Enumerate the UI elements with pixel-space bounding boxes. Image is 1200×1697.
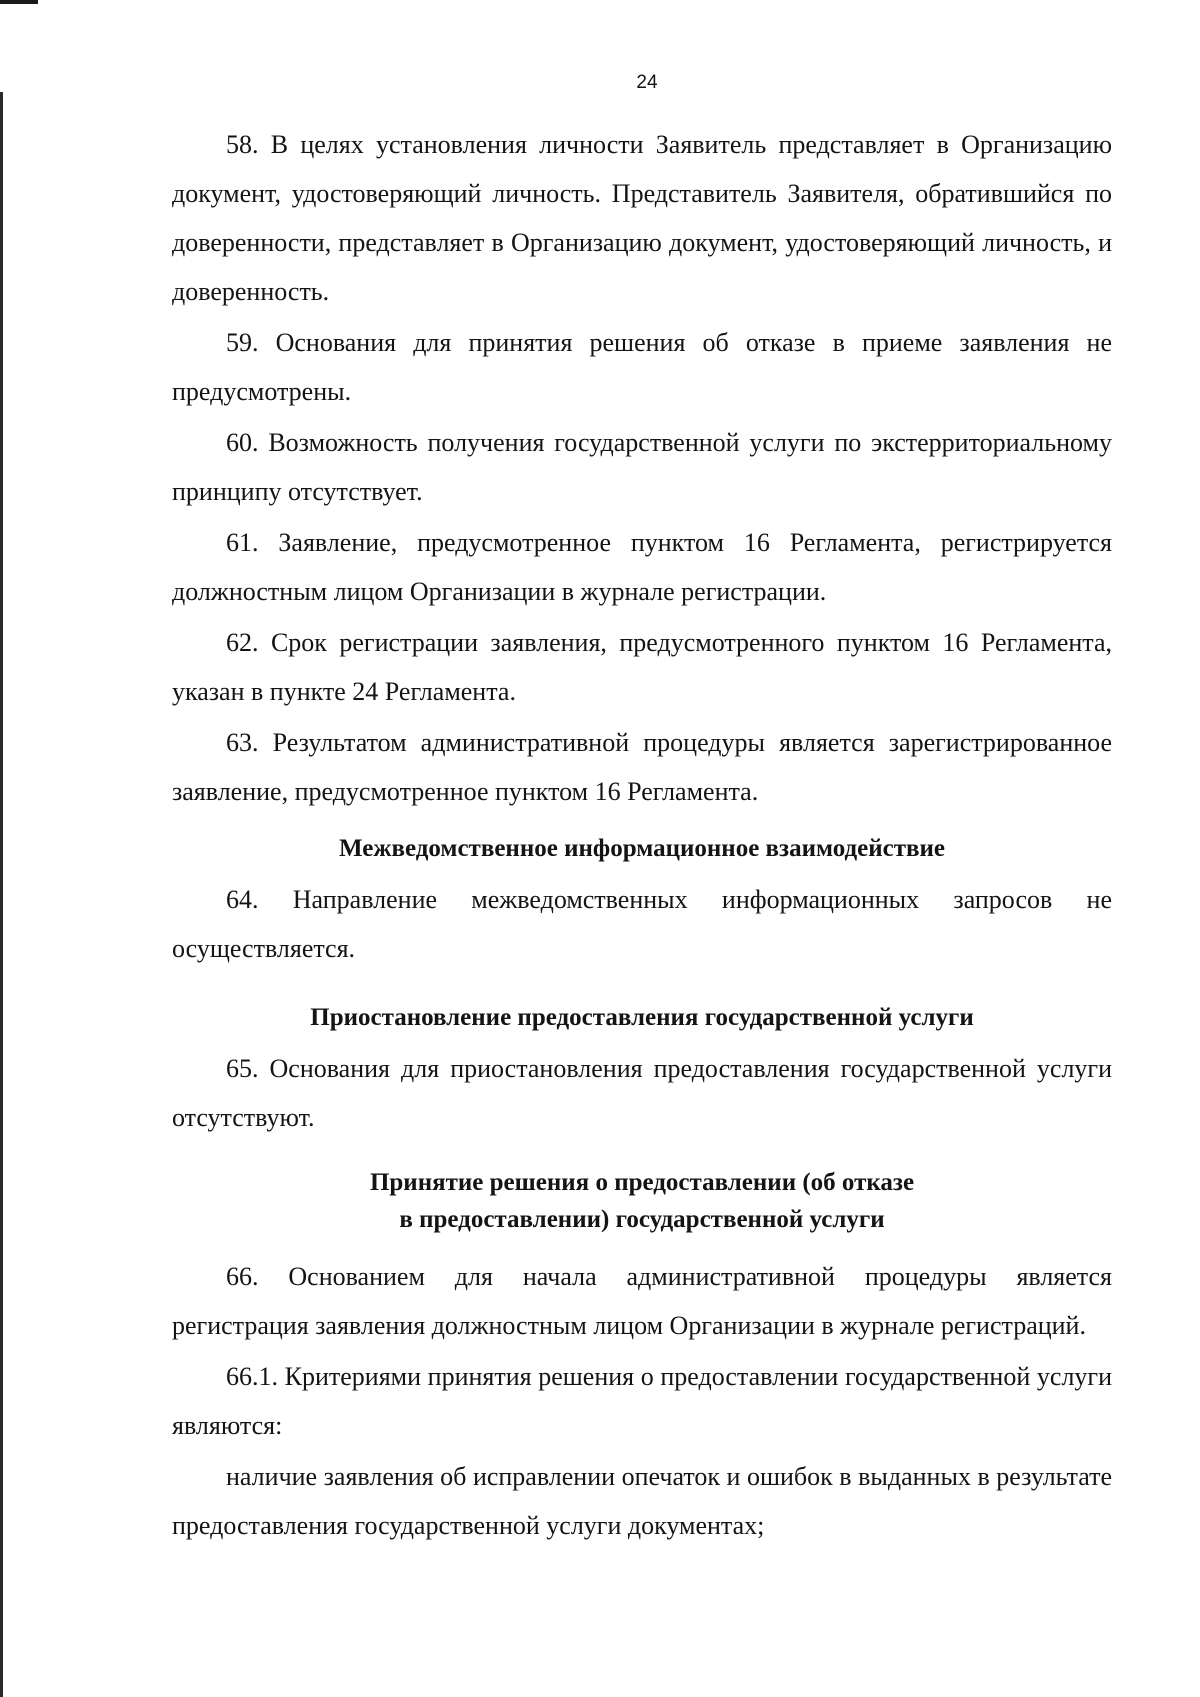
page-number: 24	[636, 72, 658, 93]
section-heading-decision	[172, 1164, 1112, 1238]
document-page	[172, 72, 1112, 1550]
paragraph-58: 58. В целях установления личности Заявитель представляет в Организацию документ, удостоверяющий личность. Представитель Заявителя, обратившийся по доверенности, представляет в Организацию документ, удостоверяющий личность, и доверенность.	[172, 130, 1112, 306]
section-heading-decision-line1: Принятие решения о предоставлении (об отказе	[369, 1169, 915, 1196]
paragraph-65: 65. Основания для приостановления предоставления государственной услуги отсутствуют.	[172, 1054, 1112, 1132]
paragraph-66: 66. Основанием для начала административной процедуры является регистрация заявления должностным лицом Организации в журнале регистраций.	[172, 1262, 1112, 1340]
section-heading-interagency: Межведомственное информационное взаимодействие	[339, 835, 945, 862]
scan-edge-top	[0, 0, 38, 4]
paragraph-criteria-item: наличие заявления об исправлении опечаток и ошибок в выданных в результате предоставления государственной услуги документах;	[172, 1462, 1112, 1540]
paragraph-62: 62. Срок регистрации заявления, предусмотренного пунктом 16 Регламента, указан в пункте 24 Регламента.	[172, 628, 1112, 706]
scan-edge-left	[0, 92, 3, 1697]
paragraph-60: 60. Возможность получения государственной услуги по экстерриториальному принципу отсутствует.	[172, 428, 1112, 506]
section-heading-suspension: Приостановление предоставления государственной услуги	[310, 1004, 974, 1031]
paragraph-66-1: 66.1. Критериями принятия решения о предоставлении государственной услуги являются:	[172, 1362, 1112, 1440]
paragraph-61: 61. Заявление, предусмотренное пунктом 16 Регламента, регистрируется должностным лицом Организации в журнале регистрации.	[172, 528, 1112, 606]
paragraph-64: 64. Направление межведомственных информационных запросов не осуществляется.	[172, 885, 1112, 963]
paragraph-59: 59. Основания для принятия решения об отказе в приеме заявления не предусмотрены.	[172, 328, 1112, 406]
paragraph-63: 63. Результатом административной процедуры является зарегистрированное заявление, предусмотренное пунктом 16 Регламента.	[172, 728, 1112, 806]
section-heading-decision-line2: в предоставлении) государственной услуги	[399, 1206, 885, 1233]
